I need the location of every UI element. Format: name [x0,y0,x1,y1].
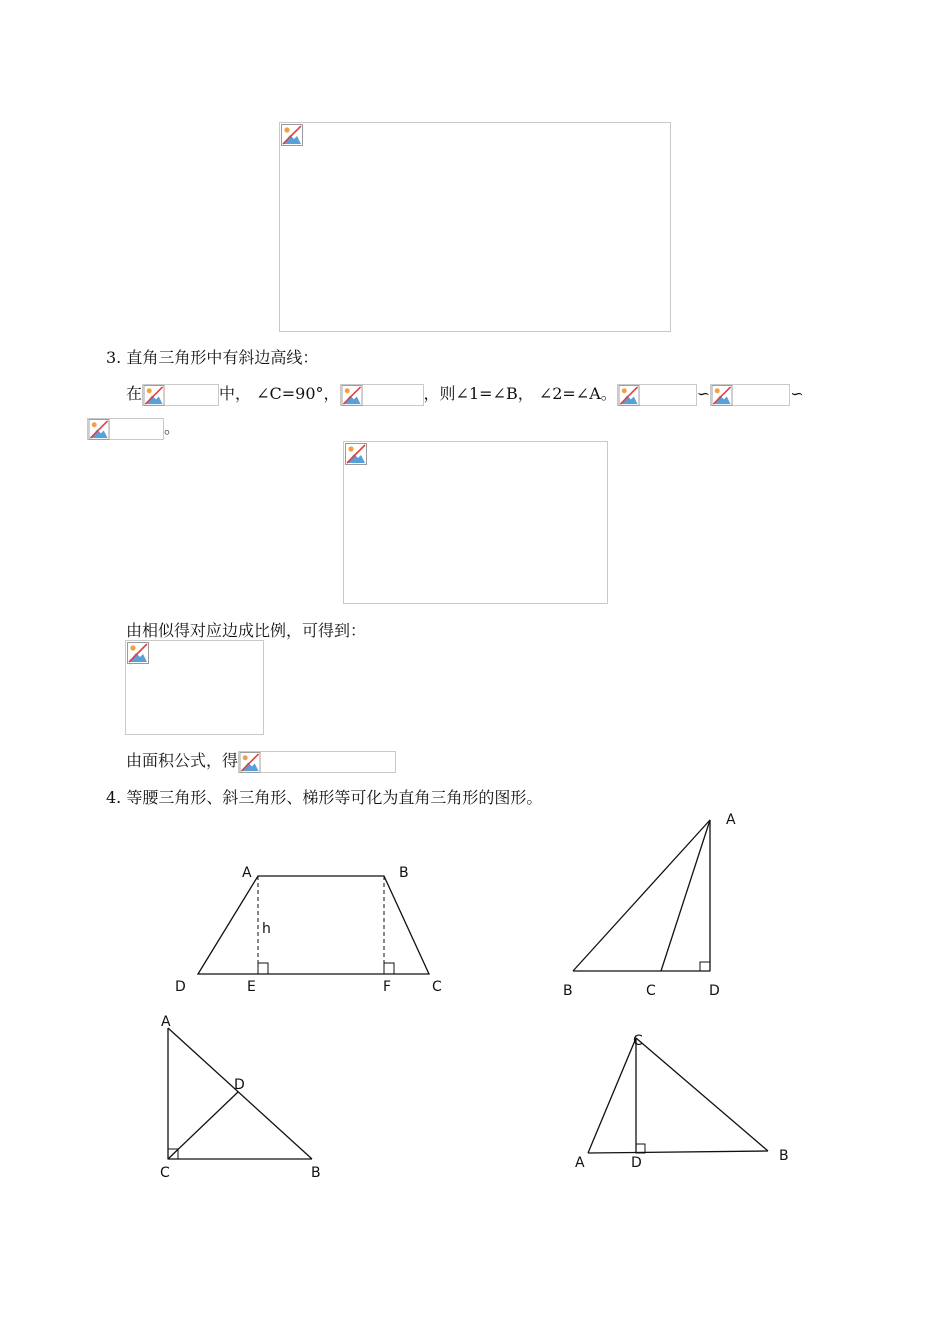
area-formula-line: 由面积公式，得 [126,749,396,773]
broken-image-icon [239,752,261,773]
obtuse-triangle-figure [555,805,755,1005]
inline-formula-placeholder [710,384,790,406]
label-A: A [242,865,252,881]
inline-formula-placeholder [142,384,219,406]
label-A: A [575,1155,585,1171]
inline-formula-placeholder [617,384,697,406]
broken-image-icon [618,385,640,406]
broken-image-icon [88,419,110,440]
ratio-text: 由相似得对应边成比例，可得到： [126,621,367,640]
label-A: A [726,812,736,828]
image-placeholder-middle [343,441,608,604]
label-F: F [383,979,392,995]
broken-image-icon [711,385,733,406]
label-C: C [160,1165,170,1181]
label-B: B [779,1148,789,1164]
label-E: E [247,979,256,995]
broken-image-icon [345,443,367,465]
section-4-heading: 4. 等腰三角形、斜三角形、梯形等可化为直角三角形的图形。 [106,788,543,807]
label-B: B [563,983,573,999]
label-D: D [175,979,186,995]
label-C: C [633,1033,643,1049]
image-placeholder-ratios [125,640,264,735]
label-D: D [709,983,720,999]
broken-image-icon [281,124,303,146]
right-triangle-figure [150,1010,350,1190]
label-A: A [161,1014,171,1030]
label-D: D [631,1155,642,1171]
section-3-heading: 3. 直角三角形中有斜边高线： [106,348,319,367]
image-placeholder-top [279,122,671,332]
section-3-line-1: 在 中， ∠C=90°， ，则∠1=∠B， ∠2=∠A。 ∽ ∽ [126,382,804,406]
label-C: C [432,979,442,995]
label-D: D [234,1077,245,1093]
broken-image-icon [143,385,165,406]
broken-image-icon [127,642,149,664]
inline-formula-placeholder [238,751,396,773]
label-B: B [399,865,409,881]
label-B: B [311,1165,321,1181]
inline-formula-placeholder [87,418,164,440]
trapezoid-figure [160,855,460,1005]
label-h: h [262,921,271,937]
section-3-line-2: 。 [87,416,180,440]
altitude-triangle-figure [570,1025,800,1180]
inline-formula-placeholder [340,384,424,406]
label-C: C [646,983,656,999]
broken-image-icon [341,385,363,406]
